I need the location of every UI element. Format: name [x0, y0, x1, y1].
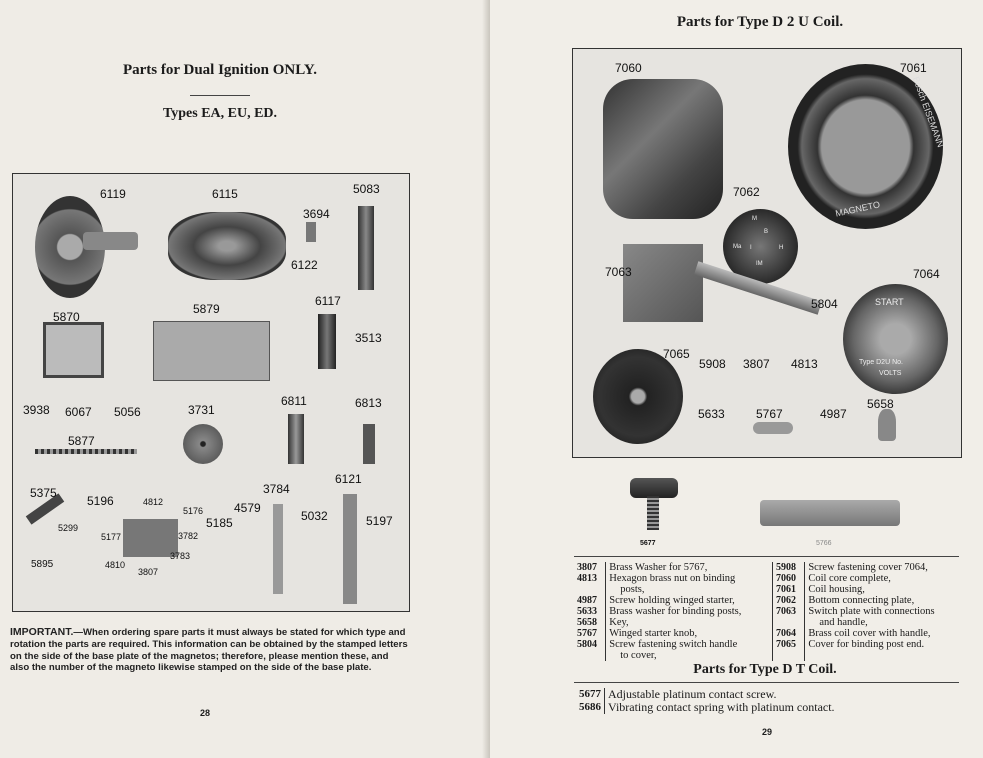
brush-part — [363, 424, 375, 464]
part-number-cell: 5658 — [574, 617, 606, 628]
part-number-cell: 5686 — [576, 701, 605, 714]
plate-letter: I — [750, 245, 752, 251]
plate-letter: M — [752, 216, 757, 222]
part-description-cell: Coil core complete, — [808, 573, 891, 584]
plate-letter: IM — [756, 261, 763, 267]
part-description-cell: and handle, — [819, 617, 868, 628]
title-divider — [190, 95, 250, 96]
table-row — [574, 639, 964, 650]
plate-letter: B — [764, 229, 769, 235]
part-description-cell: Bottom connecting plate, — [808, 595, 915, 606]
spring-arm-part — [273, 504, 283, 594]
table-row — [574, 650, 964, 661]
part-label: 5083 — [353, 182, 380, 196]
part-label: 5908 — [699, 357, 726, 371]
plate-letter: Ma — [733, 244, 742, 250]
plate-part — [153, 321, 270, 381]
part-description-cell: Coil housing, — [808, 584, 865, 595]
part-label-5677: 5677 — [640, 540, 656, 547]
page-number-right: 29 — [762, 727, 773, 737]
winged-knob-part — [753, 422, 793, 434]
left-page-subtitle: Types EA, EU, ED. — [162, 106, 278, 121]
part-number-cell: 5804 — [574, 639, 606, 650]
part-label: 5633 — [698, 407, 725, 421]
page-number-left: 28 — [200, 708, 211, 718]
right-page — [490, 0, 983, 758]
part-number-cell: 7060 — [772, 573, 804, 584]
part-label: 5032 — [301, 509, 328, 523]
table-row — [574, 562, 964, 573]
part-label: 5177 — [101, 532, 122, 542]
part-label: 5196 — [87, 494, 114, 508]
table-row — [574, 628, 964, 639]
part-label: 5804 — [811, 297, 838, 311]
part-description-cell: Switch plate with connections — [808, 606, 935, 617]
d2u-parts-table — [574, 562, 964, 661]
table-row — [574, 606, 964, 617]
switch-plate-part — [623, 244, 703, 322]
part-description-cell: Screw fastening cover 7064, — [808, 562, 928, 573]
base-plate-part — [168, 212, 286, 280]
part-number-cell — [574, 650, 606, 661]
part-label: 4987 — [820, 407, 847, 421]
frame-part — [43, 322, 104, 378]
dt-table-rule — [574, 682, 959, 683]
part-label: 7064 — [913, 267, 940, 281]
part-number-cell: 7064 — [772, 628, 804, 639]
part-description-cell — [805, 650, 964, 661]
table-row — [574, 584, 964, 595]
part-label: 6122 — [291, 258, 318, 272]
part-label: 3938 — [23, 403, 50, 417]
key-part — [878, 409, 896, 441]
gear-shaft-part — [83, 232, 138, 250]
part-description-cell: posts, — [606, 584, 773, 595]
ordering-note-text: —When ordering spare parts it must always be stated for which type and rotation the parts are required. This information can be obtained by the stamped letters on the side of the base plate of the magnetos; therefore, please mention these, and also the number of the magneto likewise stamped on the side of the base plate. — [10, 627, 408, 674]
part-description-cell: Winged starter knob, — [606, 628, 773, 639]
part-number-cell — [772, 617, 804, 628]
part-label: 6115 — [212, 187, 238, 201]
housing-engraving: Bosch EISEMANN — [910, 75, 946, 149]
plate-letter: H — [779, 245, 784, 251]
part-label: 5895 — [31, 559, 54, 570]
right-page-title: Parts for Type D 2 U Coil. — [676, 14, 844, 30]
terminal-part — [318, 314, 336, 369]
rod-part — [358, 206, 374, 290]
part-label: 5197 — [366, 514, 393, 528]
left-page — [0, 0, 490, 758]
dt-parts-table — [576, 688, 838, 714]
contact-spring-part — [760, 500, 900, 526]
part-label: 5870 — [53, 310, 80, 324]
part-label: 5767 — [756, 407, 783, 421]
part-label: 7062 — [733, 185, 760, 199]
post-cover-part — [593, 349, 683, 444]
part-description-cell: to cover, — [606, 650, 773, 661]
part-description-cell: Adjustable platinum contact screw. — [608, 687, 777, 701]
part-label: 7065 — [663, 347, 690, 361]
part-description-cell: Screw holding winged starter, — [606, 595, 773, 606]
coil-type-plate: Type D2U No. — [859, 359, 903, 366]
part-label: 3694 — [303, 207, 330, 221]
part-label: 5879 — [193, 302, 220, 316]
part-number-cell: 7061 — [772, 584, 804, 595]
part-label: 4810 — [105, 560, 126, 570]
ordering-note — [10, 627, 410, 674]
part-label: 3782 — [178, 531, 199, 541]
part-description-cell: Brass Washer for 5767, — [606, 562, 773, 573]
part-label: 3784 — [263, 482, 290, 496]
part-description-cell: Brass washer for binding posts, — [606, 606, 773, 617]
spring-part — [306, 222, 316, 242]
dt-coil-title: Parts for Type D T Coil. — [693, 662, 837, 677]
part-label: 6117 — [315, 294, 341, 308]
part-number-cell: 5633 — [574, 606, 606, 617]
part-label: 7063 — [605, 265, 632, 279]
part-number-cell: 7062 — [772, 595, 804, 606]
coil-core-part — [603, 79, 723, 219]
table-top-rule — [574, 556, 959, 557]
table-row — [576, 701, 838, 714]
brush-holder-part — [288, 414, 304, 464]
start-label: START — [875, 297, 904, 307]
long-bar-part — [343, 494, 357, 604]
part-number-cell — [574, 584, 606, 595]
housing-magneto-text: MAGNETO — [834, 199, 881, 219]
table-row — [574, 595, 964, 606]
part-label: 7060 — [615, 61, 642, 75]
part-label: 3513 — [355, 331, 382, 345]
contact-screw-thread-part — [647, 496, 659, 530]
part-description-cell: Brass coil cover with handle, — [808, 628, 931, 639]
part-label: 6067 — [65, 405, 92, 419]
part-label: 7061 — [900, 61, 927, 75]
part-number-cell — [772, 650, 804, 661]
part-description-cell: Vibrating contact spring with platinum contact. — [608, 700, 835, 714]
contact-screw-head-part — [630, 478, 678, 498]
part-label: 6121 — [335, 472, 362, 486]
part-description-cell: Key, — [606, 617, 773, 628]
part-number-cell: 5908 — [772, 562, 804, 573]
part-number-cell: 4813 — [574, 573, 606, 584]
part-label: 5185 — [206, 516, 233, 530]
part-number-cell: 7065 — [772, 639, 804, 650]
part-number-cell: 5767 — [574, 628, 606, 639]
part-label: 6813 — [355, 396, 382, 410]
part-label: 6811 — [281, 394, 307, 408]
part-number-cell: 4987 — [574, 595, 606, 606]
table-row — [574, 617, 964, 628]
table-row — [574, 573, 964, 584]
part-label: 6119 — [100, 187, 126, 201]
part-label: 3807 — [138, 567, 159, 577]
chain-part — [35, 449, 137, 454]
part-label: 3807 — [743, 357, 770, 371]
part-description-cell: Hexagon brass nut on binding — [606, 573, 773, 584]
part-label: 3731 — [188, 403, 215, 417]
part-label: 5658 — [867, 397, 894, 411]
part-description-cell: Screw fastening switch handle — [606, 639, 773, 650]
dual-ignition-parts-photo — [12, 173, 410, 612]
part-label: 3783 — [170, 551, 191, 561]
part-number-cell: 5677 — [576, 688, 605, 701]
part-label: 4812 — [143, 497, 164, 507]
disc-part — [183, 424, 223, 464]
part-number-cell: 7063 — [772, 606, 804, 617]
left-page-title: Parts for Dual Ignition ONLY. — [122, 62, 318, 78]
coil-volts-plate: VOLTS — [879, 370, 902, 377]
part-number-cell: 3807 — [574, 562, 606, 573]
important-heading: IMPORTANT. — [10, 626, 74, 638]
part-label: 5299 — [58, 523, 79, 533]
d2u-coil-parts-photo — [572, 48, 962, 458]
part-label: 5375 — [30, 486, 57, 500]
part-description-cell: Cover for binding post end. — [808, 639, 925, 650]
part-label: 4579 — [234, 501, 261, 515]
part-label: 4813 — [791, 357, 818, 371]
part-label: 5056 — [114, 405, 141, 419]
part-label: 5176 — [183, 506, 204, 516]
part-label: 5877 — [68, 434, 95, 448]
part-label-5766: 5766 — [816, 540, 832, 547]
